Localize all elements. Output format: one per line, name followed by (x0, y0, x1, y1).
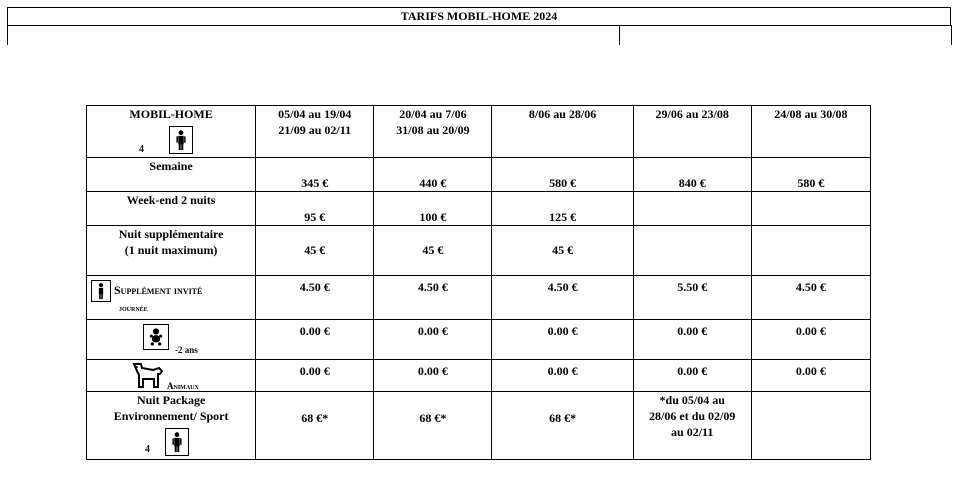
period-4 (633, 106, 751, 158)
row-label-weekend: Week-end 2 nuits (87, 192, 256, 226)
package-note-line3: au 02/11 (671, 425, 714, 439)
period-4-line1: 29/06 au 23/08 (655, 107, 729, 121)
period-1-line1: 05/04 au 19/04 (278, 107, 352, 121)
period-3 (492, 106, 633, 158)
cell-animaux-5: 0.00 € (751, 360, 870, 392)
cell-weekend-1: 95 € (256, 192, 374, 226)
subbar-divider (619, 26, 620, 45)
period-1-line2: 21/09 au 02/11 (278, 123, 352, 137)
cell-bebe-1: 0.00 € (256, 320, 374, 360)
cell-supplement-5: 4.50 € (751, 276, 870, 320)
cell-bebe-3: 0.00 € (492, 320, 633, 360)
cell-bebe-2: 0.00 € (374, 320, 492, 360)
cell-animaux-2: 0.00 € (374, 360, 492, 392)
cell-animaux-4: 0.00 € (633, 360, 751, 392)
cell-nuit-4 (633, 226, 751, 276)
table-row-supplement (87, 276, 871, 320)
cell-semaine-2: 440 € (374, 158, 492, 192)
supplement-label-line1: Supplément invité (114, 282, 203, 297)
cell-nuit-3: 45 € (492, 226, 633, 276)
tariffs-table (86, 105, 871, 460)
header-subbar (7, 25, 952, 45)
package-capacity: 4 (145, 444, 150, 455)
bebe-label: -2 ans (175, 345, 198, 355)
document-title: TARIFS MOBIL-HOME 2024 (7, 7, 951, 26)
dog-icon (131, 361, 165, 391)
row-label-nuit-line1: Nuit supplémentaire (118, 227, 224, 241)
table-row-package (87, 392, 871, 460)
cell-package-5 (751, 392, 870, 460)
cell-nuit-2: 45 € (374, 226, 492, 276)
cell-semaine-1: 345 € (256, 158, 374, 192)
cell-package-3: 68 €* (492, 392, 633, 460)
animaux-label: Animaux (167, 381, 199, 391)
cell-semaine-5: 580 € (751, 158, 870, 192)
cell-package-note (633, 392, 751, 460)
row-label-nuit-line2: (1 nuit maximum) (124, 243, 218, 257)
period-2 (374, 106, 492, 158)
cell-nuit-5 (751, 226, 870, 276)
cell-nuit-1: 45 € (256, 226, 374, 276)
cell-weekend-2: 100 € (374, 192, 492, 226)
cell-animaux-3: 0.00 € (492, 360, 633, 392)
package-label-line2: Environnement/ Sport (113, 409, 229, 423)
period-1 (256, 106, 374, 158)
package-note-line1: *du 05/04 au (659, 393, 725, 407)
package-label-line1: Nuit Package (136, 393, 206, 407)
cell-package-1: 68 €* (256, 392, 374, 460)
cell-animaux-1: 0.00 € (256, 360, 374, 392)
cell-supplement-2: 4.50 € (374, 276, 492, 320)
cell-weekend-5 (751, 192, 870, 226)
table-row-bebe (87, 320, 871, 360)
period-3-line1: 8/06 au 28/06 (528, 107, 597, 121)
package-note-line2: 28/06 et du 02/09 (649, 409, 736, 423)
row-label-semaine: Semaine (87, 158, 256, 192)
row-label-package (87, 392, 256, 460)
header-mobilhome-cell (87, 106, 256, 158)
header-mobilhome-label: MOBIL-HOME (129, 107, 213, 121)
table-row-animaux (87, 360, 871, 392)
cell-supplement-1: 4.50 € (256, 276, 374, 320)
cell-bebe-5: 0.00 € (751, 320, 870, 360)
cell-weekend-4 (633, 192, 751, 226)
table-header-row (87, 106, 871, 158)
cell-package-2: 68 €* (374, 392, 492, 460)
cell-weekend-3: 125 € (492, 192, 633, 226)
header-capacity: 4 (139, 144, 144, 155)
table-row-nuit (87, 226, 871, 276)
cell-semaine-4: 840 € (633, 158, 751, 192)
person-icon (165, 428, 189, 456)
person-icon (169, 126, 193, 154)
baby-icon (143, 324, 169, 350)
supplement-label-line2: journée (119, 303, 148, 313)
cell-bebe-4: 0.00 € (633, 320, 751, 360)
period-2-line2: 31/08 au 20/09 (396, 123, 470, 137)
period-5-line1: 24/08 au 30/08 (774, 107, 848, 121)
cell-semaine-3: 580 € (492, 158, 633, 192)
cell-supplement-4: 5.50 € (633, 276, 751, 320)
table-row-semaine (87, 158, 871, 192)
person-icon (91, 280, 111, 302)
table-row-weekend (87, 192, 871, 226)
period-5 (751, 106, 870, 158)
row-label-bebe (87, 320, 256, 360)
row-label-animaux (87, 360, 256, 392)
cell-supplement-3: 4.50 € (492, 276, 633, 320)
row-label-nuit (87, 226, 256, 276)
row-label-supplement (87, 276, 256, 320)
period-2-line1: 20/04 au 7/06 (399, 107, 467, 121)
